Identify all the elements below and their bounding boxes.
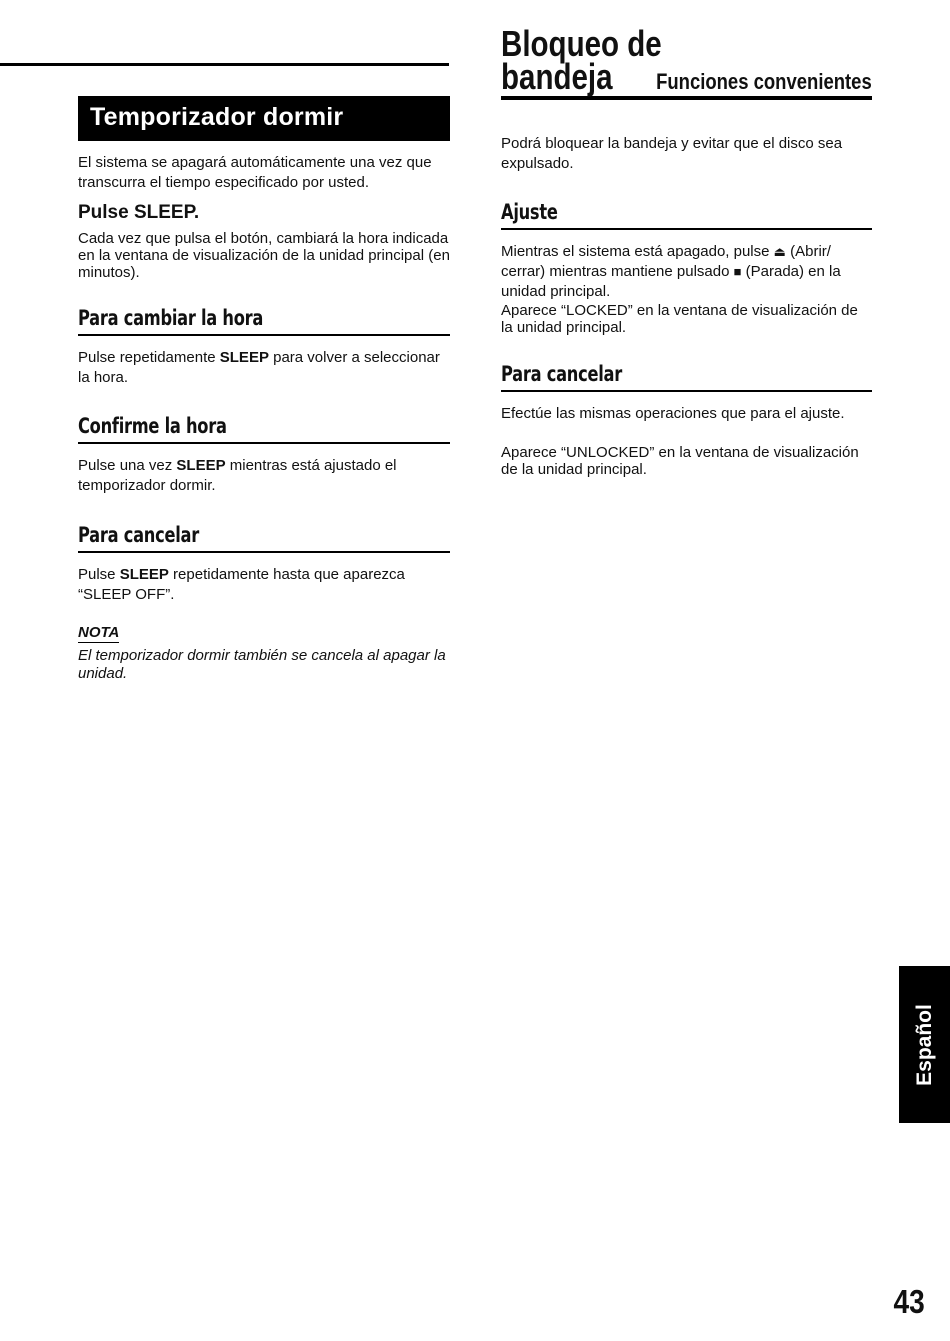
ajuste-text-2: Aparece “LOCKED” en la ventana de visualización de la unidad principal. [501, 302, 858, 336]
note-text: El temporizador dormir también se cancela al apagar la unidad. [78, 647, 446, 682]
tray-lock-title-line1: Bloqueo de [501, 23, 662, 64]
section-title-text: Temporizador dormir [90, 103, 344, 131]
tray-lock-title-line2: bandeja [501, 56, 613, 97]
cancel-sleep-text: Pulse SLEEP repetidamente hasta que aparezca “SLEEP OFF”. [78, 566, 405, 603]
note-block [78, 624, 450, 683]
cancel-lock-text: Efectúe las mismas operaciones que para el ajuste. [501, 405, 845, 422]
note-label: NOTA [78, 624, 120, 641]
confirm-time-text: Pulse una vez SLEEP mientras está ajustado el temporizador dormir. [78, 457, 397, 494]
eject-icon: ⏏ [773, 244, 786, 259]
heading-ajuste: Ajuste [501, 200, 872, 230]
language-tab [899, 966, 950, 1123]
stop-icon: ■ [733, 264, 742, 279]
tray-lock-intro: Podrá bloquear la bandeja y evitar que el disco sea expulsado. [501, 135, 843, 172]
lead-instruction: Pulse SLEEP. [78, 202, 200, 223]
section-title-sleep-timer [78, 96, 450, 141]
ajuste-text: Mientras el sistema está apagado, pulse ⏏ (Abrir/ cerrar) mientras mantiene pulsado ■ (Parada) en la unidad principal. [501, 243, 841, 300]
language-tab-label: Español [912, 1003, 936, 1086]
page-number: 43 [893, 1283, 925, 1320]
convenient-functions-subtitle: Funciones convenientes [656, 69, 872, 94]
lead-text: Cada vez que pulsa el botón, cambiará la hora indicada en la ventana de visualización de la unidad principal (en minutos). [78, 230, 450, 281]
heading-cancel-lock: Para cancelar [501, 362, 872, 392]
heading-cancel-sleep: Para cancelar [78, 523, 450, 553]
heading-change-time: Para cambiar la hora [78, 306, 450, 336]
cancel-lock-text-2: Aparece “UNLOCKED” en la ventana de visualización de la unidad principal. [501, 444, 859, 478]
sleep-intro: El sistema se apagará automáticamente una vez que transcurra el tiempo especificado por usted. [78, 154, 432, 191]
tray-lock-title [501, 23, 872, 100]
heading-confirm-time: Confirme la hora [78, 414, 450, 444]
change-time-text: Pulse repetidamente SLEEP para volver a seleccionar la hora. [78, 349, 440, 386]
top-rule [0, 63, 449, 66]
